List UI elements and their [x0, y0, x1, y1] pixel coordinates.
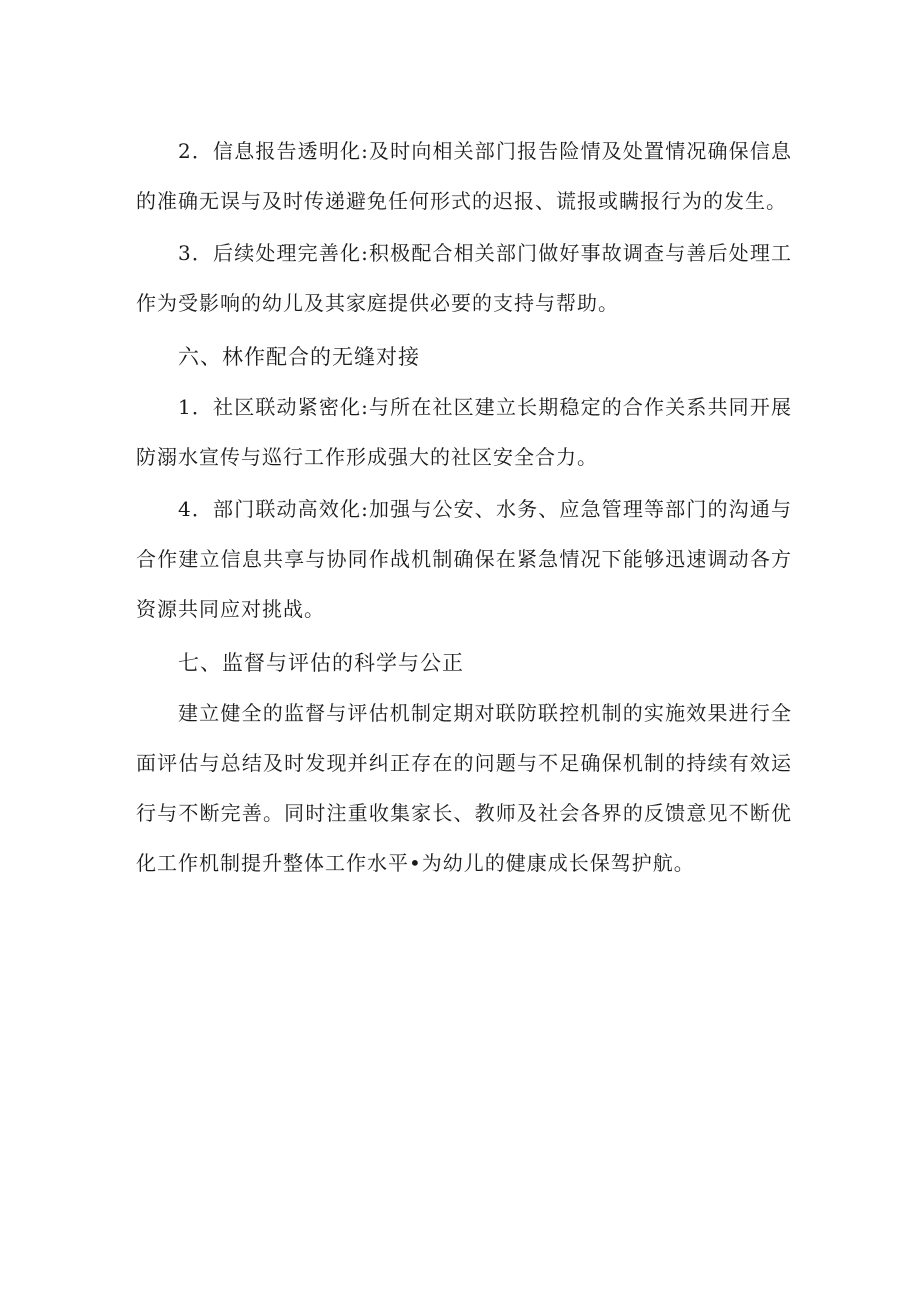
section-heading-seven: 七、监督与评估的科学与公正 [178, 651, 464, 675]
paragraph-community-linkage: 1．社区联动紧密化:与所在社区建立长期稳定的合作关系共同开展防溺水宣传与巡行工作形成强大的社区安全合力。 [136, 395, 792, 469]
paragraph-supervision-evaluation: 建立健全的监督与评估机制定期对联防联控机制的实施效果进行全面评估与总结及时发现并纠正存在的问题与不足确保机制的持续有效运行与不断完善。同时注重收集家长、教师及社会各界的反馈意见不断优化工作机制提升整体工作水平•为幼儿的健康成长保驾护航。 [136, 701, 792, 875]
paragraph-follow-up-handling: 3．后续处理完善化:积极配合相关部门做好事故调查与善后处理工作为受影响的幼儿及其家庭提供必要的支持与帮助。 [136, 241, 792, 315]
paragraph-department-linkage: 4．部门联动高效化:加强与公安、水务、应急管理等部门的沟通与合作建立信息共享与协同作战机制确保在紧急情况下能够迅速调动各方资源共同应对挑战。 [136, 497, 792, 621]
paragraph-info-reporting: 2．信息报告透明化:及时向相关部门报告险情及处置情况确保信息的准确无误与及时传递避免任何形式的迟报、谎报或瞒报行为的发生。 [136, 139, 792, 213]
section-heading-six: 六、林作配合的无缝对接 [178, 345, 420, 369]
